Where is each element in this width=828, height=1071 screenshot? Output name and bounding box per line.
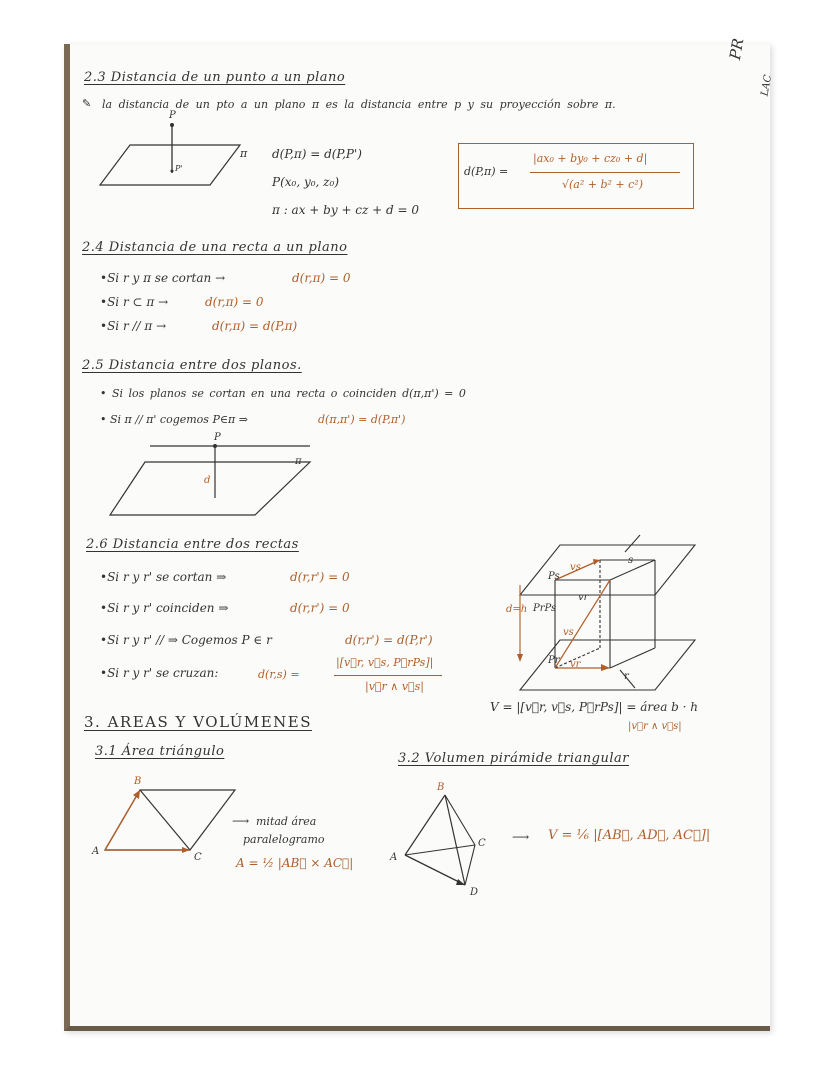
label-s: s: [628, 555, 634, 566]
formula-lhs: d(P,π) =: [464, 165, 509, 178]
arrow-icon: ⟶: [232, 814, 250, 828]
pyr-label-d: D: [470, 887, 479, 898]
item-2-5-2: • Si π // π' cogemos P∈π ⇒: [100, 413, 248, 426]
pyr-label-b: B: [437, 782, 445, 793]
arrow-icon: ⟶: [512, 830, 530, 844]
item-2-5-1: • Si los planos se cortan en una recta o coinciden d(π,π') = 0: [100, 387, 466, 400]
item-2-6-4: •Si r y r' se cruzan:: [100, 666, 219, 680]
label-p-2-5: P: [214, 432, 221, 443]
pencil-icon: ✎: [82, 97, 92, 110]
label-p: P: [169, 110, 176, 121]
result-2-4-3: d(r,π) = d(P,π): [212, 319, 298, 333]
item-2-6-3: •Si r y r' // ⇒ Cogemos P ∈ r: [100, 633, 272, 647]
area-formula: A = ½ |AB⃗ × AC⃗|: [236, 856, 354, 870]
triangle-parallelogram-diagram: [100, 785, 240, 860]
label-pi: π: [240, 147, 248, 160]
skew-lines-diagram: [505, 540, 700, 695]
item-2-6-2: •Si r y r' coinciden ⇒: [100, 601, 229, 615]
heading-2-3: 2.3 Distancia de un punto a un plano: [84, 70, 346, 85]
result-2-4-1: d(r,π) = 0: [292, 271, 351, 285]
heading-3: 3. AREAS Y VOLÚMENES: [84, 713, 313, 731]
pyramid-diagram: [400, 790, 485, 900]
crossed-numerator: |[v⃗r, v⃗s, P⃗rPs]|: [336, 656, 434, 669]
heading-2-6: 2.6 Distancia entre dos rectas: [86, 537, 299, 552]
definition-2-3: la distancia de un pto a un plano π es la distancia entre p y su proyección sobre π.: [102, 98, 616, 111]
pyr-label-a: A: [390, 852, 398, 863]
item-2-4-1: •Si r y π se cortan →: [100, 271, 226, 285]
label-pi-2-5: π: [295, 456, 302, 467]
item-2-4-3: •Si r // π →: [100, 319, 167, 333]
label-pr: Pr: [548, 655, 560, 666]
volume-formula: V = |[v⃗r, v⃗s, P⃗rPs]| = área b · h: [490, 700, 699, 714]
tri-label-b: B: [134, 776, 142, 787]
result-2-6-3: d(r,r') = d(P,r'): [345, 633, 433, 647]
formula-fraction-bar: [530, 172, 680, 173]
label-ps: Ps: [548, 571, 560, 582]
corner-subtext: LAC: [759, 73, 775, 98]
crossed-fraction-bar: [334, 675, 442, 676]
heading-2-5: 2.5 Distancia entre dos planos.: [82, 358, 302, 373]
result-2-5-2: d(π,π') = d(P,π'): [318, 413, 406, 426]
eq-point-coords: P(x₀, y₀, z₀): [272, 175, 339, 189]
point-plane-diagram: [95, 115, 248, 195]
area-note-2: paralelogramo: [243, 833, 325, 846]
volume-pyramid-formula: V = ⅙ |[AB⃗, AD⃗, AC⃗]|: [548, 828, 711, 843]
label-vs-top: vs: [570, 562, 581, 573]
tri-label-a: A: [92, 846, 100, 857]
crossed-denominator: |v⃗r ∧ v⃗s|: [365, 680, 424, 693]
result-2-6-2: d(r,r') = 0: [290, 601, 350, 615]
item-2-6-1: •Si r y r' se cortan ⇒: [100, 570, 227, 584]
heading-2-4: 2.4 Distancia de una recta a un plano: [82, 240, 348, 255]
eq-plane: π : ax + by + cz + d = 0: [272, 203, 420, 217]
corner-text: PR: [725, 36, 748, 62]
pyr-label-c: C: [478, 838, 486, 849]
area-note-1: mitad área: [256, 815, 317, 828]
label-vs-mid: vs: [563, 627, 574, 638]
formula-numerator: |ax₀ + by₀ + cz₀ + d|: [533, 152, 648, 165]
label-p-prime: P': [175, 164, 183, 173]
heading-3-2: 3.2 Volumen pirámide triangular: [398, 751, 629, 766]
label-vr-bottom: vr: [570, 659, 581, 670]
result-2-6-4: d(r,s) =: [258, 668, 300, 681]
heading-3-1: 3.1 Área triángulo: [95, 744, 225, 759]
eq-distance-projection: d(P,π) = d(P,P'): [272, 147, 362, 161]
item-2-4-2: •Si r ⊂ π →: [100, 295, 169, 309]
result-2-4-2: d(r,π) = 0: [205, 295, 264, 309]
label-d-equals-h: d=h: [506, 604, 528, 615]
label-vr-top: vr: [578, 592, 589, 603]
label-prps-fig: PrPs: [533, 603, 557, 614]
label-r: r: [624, 671, 629, 682]
tri-label-c: C: [194, 852, 202, 863]
label-d-2-5: d: [204, 475, 211, 486]
volume-subscript: |v⃗r ∧ v⃗s|: [628, 721, 682, 732]
formula-denominator: √(a² + b² + c²): [562, 178, 644, 191]
result-2-6-1: d(r,r') = 0: [290, 570, 350, 584]
